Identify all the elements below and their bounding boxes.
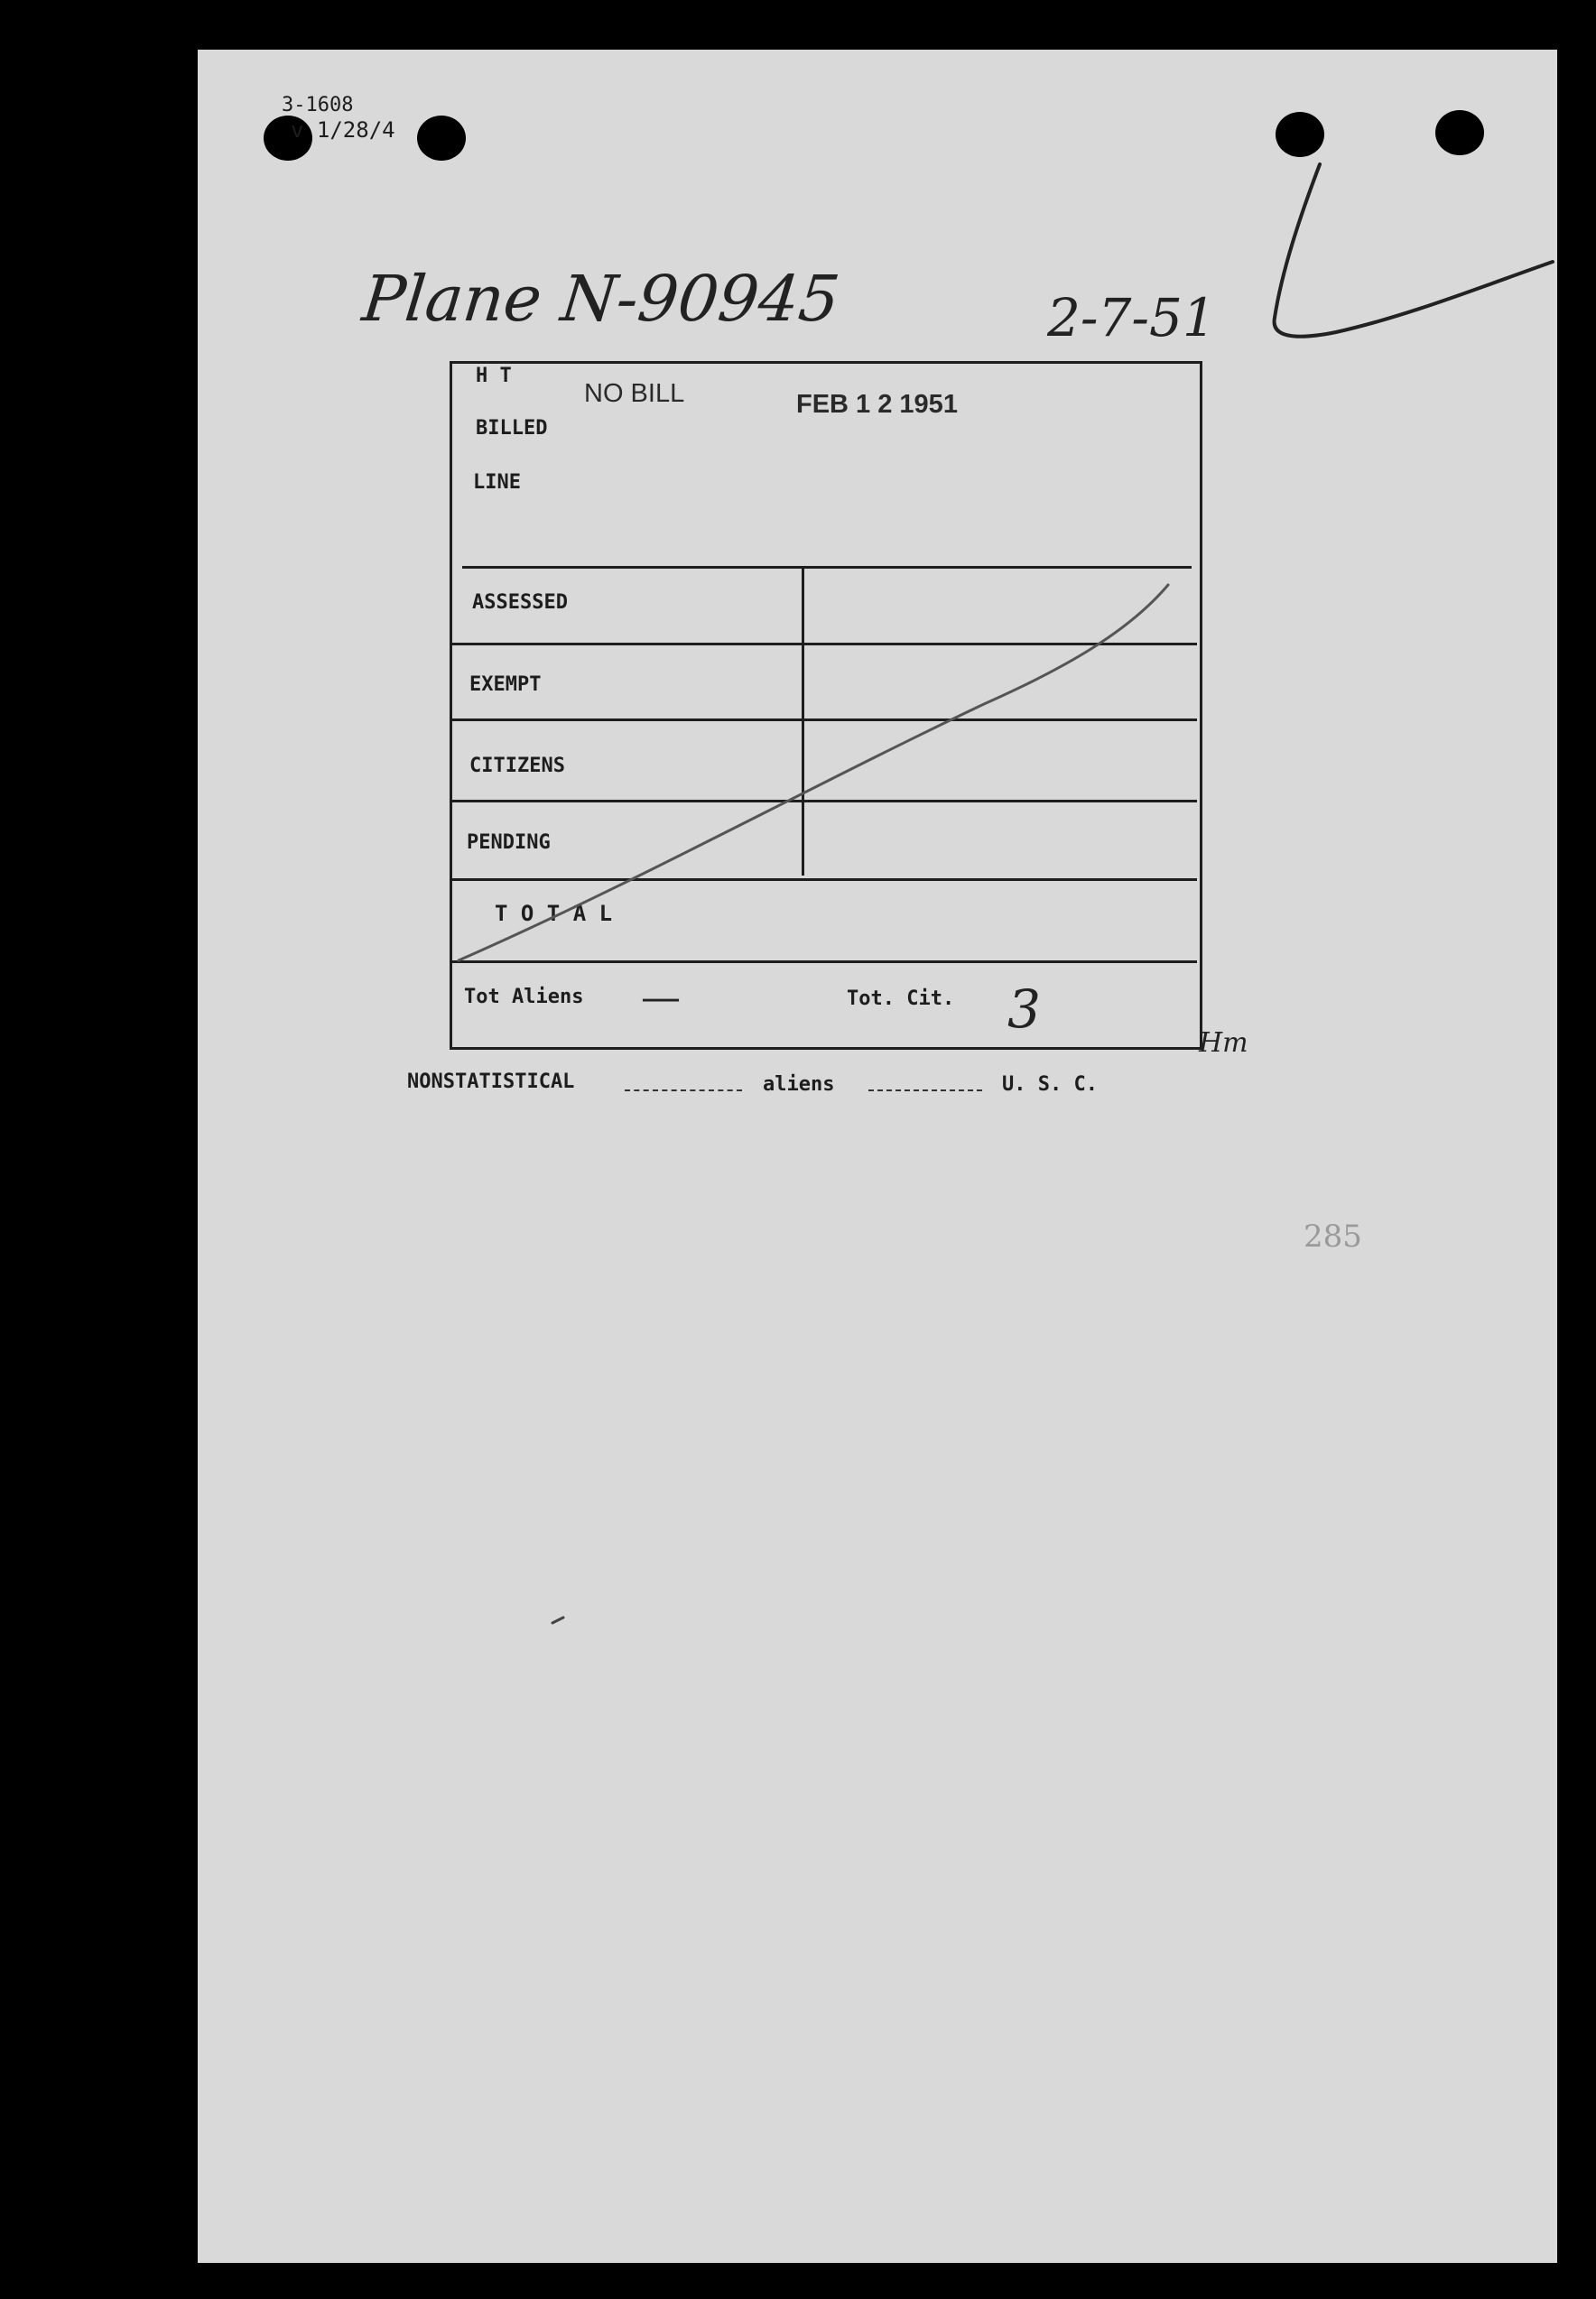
tot-cit-label: Tot. Cit. [847, 987, 955, 1010]
ht-label: H T [476, 365, 512, 387]
punch-hole [1276, 112, 1324, 157]
initials: Hm [1199, 1027, 1248, 1059]
no-bill-stamp: NO BILL [584, 379, 685, 408]
row-label-exempt: EXEMPT [469, 673, 542, 696]
box-divider [451, 878, 1197, 881]
aliens-label: aliens [763, 1073, 835, 1096]
nonstatistical-label: NONSTATISTICAL [407, 1071, 575, 1093]
tot-cit-value: 3 [1007, 978, 1041, 1040]
row-label-pending: PENDING [467, 831, 551, 854]
row-label-assessed: ASSESSED [472, 591, 568, 614]
aliens-blank [625, 1089, 742, 1091]
box-right-border [1200, 361, 1202, 1050]
box-column-divider [802, 569, 804, 876]
punch-hole [417, 116, 466, 161]
box-divider [462, 566, 1192, 569]
row-label-citizens: CITIZENS [469, 755, 565, 777]
usc-label: U. S. C. [1002, 1073, 1098, 1096]
box-divider [451, 718, 1197, 721]
form-revision: v 1/28/4 [291, 117, 395, 143]
line-label: LINE [473, 471, 521, 494]
punch-hole [1435, 110, 1484, 155]
total-label: T O T A L [495, 901, 613, 926]
form-number: 3-1608 [282, 94, 354, 116]
tot-aliens-label: Tot Aliens [464, 986, 584, 1008]
handwritten-date: 2-7-51 [1047, 287, 1216, 348]
box-left-border [450, 361, 452, 1050]
billed-label: BILLED [476, 417, 548, 440]
box-divider [451, 643, 1197, 645]
box-top-border [451, 361, 1202, 364]
tot-aliens-value: — [641, 975, 681, 1021]
usc-blank [868, 1089, 982, 1091]
box-bottom-border [451, 1047, 1202, 1050]
form-paper [198, 50, 1557, 2263]
box-divider [451, 800, 1197, 802]
date-stamp: FEB 1 2 1951 [796, 390, 958, 419]
plane-number: Plane N-90945 [358, 262, 843, 336]
box-divider [451, 960, 1197, 963]
page-number: 285 [1304, 1219, 1362, 1255]
